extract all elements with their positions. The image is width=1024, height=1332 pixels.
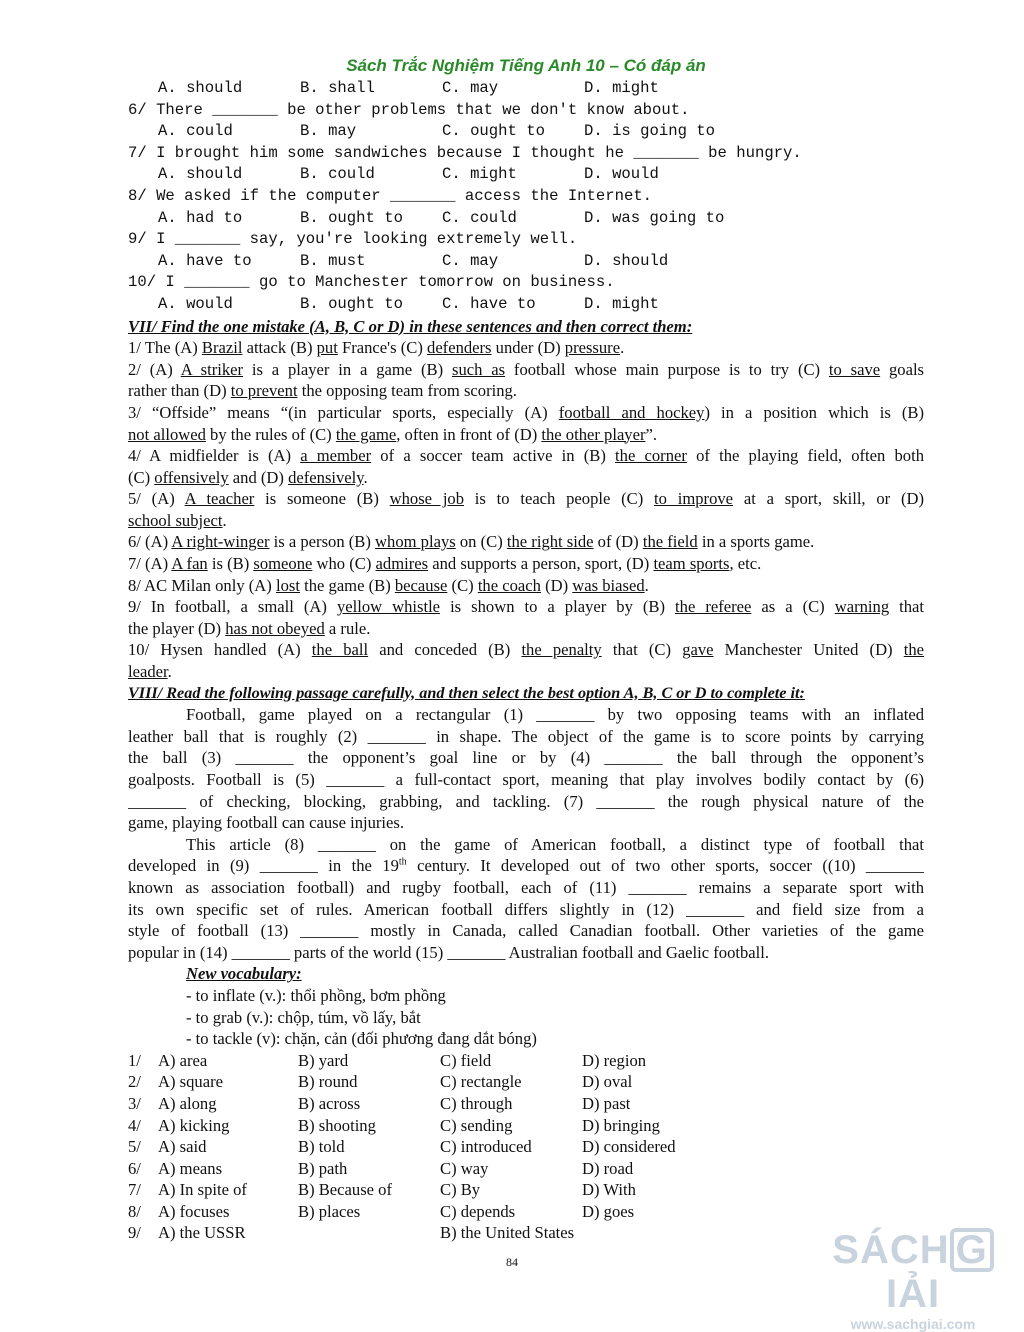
q8-options <box>128 208 924 230</box>
section7-line <box>128 337 924 359</box>
section7-line <box>128 424 924 446</box>
watermark-brand-g: G <box>950 1228 994 1272</box>
q9-options <box>128 251 924 273</box>
sentence-text: by the rules of (C) <box>205 424 336 444</box>
answer-b: B) yard <box>298 1050 349 1070</box>
sentence-text: and supports a person, sport, (D) <box>428 554 654 574</box>
passage-line: style of football (13) _______ mostly in Canada, called Canadian football. Other varieties of the game <box>128 921 924 941</box>
option-b: B. must <box>300 251 366 270</box>
underlined-option: has not obeyed <box>225 618 325 638</box>
sentence-text: . <box>644 575 649 595</box>
underlined-option: lost <box>275 575 300 595</box>
section7-title: VII/ Find the one mistake (A, B, C or D) in these sentences and then correct them: <box>128 316 693 336</box>
underlined-option: gave <box>682 640 714 660</box>
underlined-option: whom plays <box>375 532 456 552</box>
sentence-text: and conceded (B) <box>368 640 522 660</box>
answer-options <box>128 1050 924 1223</box>
underlined-option: team sports <box>653 554 730 574</box>
sentence-text: 10/ Hysen handled (A) <box>128 640 312 660</box>
answer-a: A) focuses <box>158 1201 230 1221</box>
passage-paragraph-2-line-1: This article (8) _______ on the game of American football, a distinct type of football that <box>186 834 924 854</box>
answer-a: A) the USSR <box>158 1223 246 1243</box>
passage-paragraph-2-line-2 <box>128 855 924 877</box>
answer-d: D) considered <box>582 1137 676 1157</box>
underlined-option: A right-winger <box>171 532 270 552</box>
watermark-brand-left: SÁCH <box>832 1228 950 1272</box>
page-header: Sách Trắc Nghiệm Tiếng Anh 10 – Có đáp án <box>346 56 706 75</box>
sentence-text: who (C) <box>312 554 376 574</box>
watermark-url: www.sachgiai.com <box>850 1316 976 1332</box>
answer-b: B) places <box>298 1201 361 1221</box>
sentence-text: 9/ In football, a small (A) <box>128 597 337 617</box>
answer-row <box>128 1136 924 1158</box>
answer-row-9 <box>128 1222 924 1244</box>
passage-line: goalposts. Football is (5) _______ a full-contact sport, meaning that play involves bodily contact by (6) <box>128 770 924 789</box>
underlined-option: to prevent <box>230 381 298 401</box>
answer-b: B) Because of <box>298 1180 392 1200</box>
sentence-text: (C) <box>447 575 478 595</box>
sentence-text: in a sports game. <box>697 532 815 552</box>
sentence-text: 2/ (A) <box>128 359 181 379</box>
sentence-text: . <box>363 467 368 487</box>
underlined-option: put <box>316 338 338 358</box>
option-d: D. is going to <box>584 122 716 141</box>
underlined-option: the coach <box>477 575 541 595</box>
answer-c: C) rectangle <box>440 1072 522 1092</box>
answer-row <box>128 1115 924 1137</box>
q10-options <box>128 294 924 316</box>
underlined-option: a member <box>300 446 372 466</box>
passage-line: _______ of checking, blocking, grabbing, and tackling. (7) _______ the rough physical nature of the <box>128 791 924 811</box>
answer-b: B) round <box>298 1072 358 1092</box>
vocab-title: New vocabulary: <box>186 964 302 984</box>
answer-b: B) path <box>298 1158 348 1178</box>
underlined-option: the <box>903 640 924 660</box>
option-d: D. would <box>584 165 659 184</box>
sentence-text: goals <box>880 359 924 379</box>
underlined-option: defenders <box>427 338 492 358</box>
answer-d: D) With <box>582 1180 636 1200</box>
answer-number: 4/ <box>128 1115 141 1135</box>
option-b: B. may <box>300 122 357 141</box>
sentence-text: is to teach people (C) <box>464 489 655 509</box>
answer-row <box>128 1158 924 1180</box>
option-a: A. should <box>158 79 243 97</box>
sentence-text: and (D) <box>228 467 289 487</box>
answer-d: D) region <box>582 1050 647 1070</box>
answer-a: A) means <box>158 1158 223 1178</box>
sentence-text: is someone (B) <box>254 489 390 509</box>
underlined-option: Brazil <box>201 338 243 358</box>
answer-number: 2/ <box>128 1072 141 1092</box>
q6-options <box>128 121 924 143</box>
passage-line: known as association football) and rugby football, each of (11) _______ remains a separate sport with <box>128 877 924 897</box>
passage-paragraph-2-rest <box>128 877 924 963</box>
option-c: C. ought to <box>442 122 545 141</box>
sentence-text: . <box>222 510 227 530</box>
option-b: B. ought to <box>300 208 403 227</box>
sentence-text: 4/ A midfielder is (A) <box>128 446 301 466</box>
underlined-option: the other player <box>541 424 646 444</box>
underlined-option: not allowed <box>128 424 206 444</box>
option-a: A. would <box>158 294 233 313</box>
underlined-option: school subject <box>128 510 223 530</box>
answer-number: 8/ <box>128 1201 141 1221</box>
sentence-text: is a player in a game (B) <box>243 359 452 379</box>
p2-superscript: th <box>398 856 407 868</box>
sentence-text: Manchester United (D) <box>713 640 904 660</box>
q8-text: 8/ We asked if the computer _______ access the Internet. <box>128 186 653 205</box>
vocab-item: - to inflate (v.): thổi phồng, bơm phồng <box>186 985 446 1005</box>
sentence-text: at a sport, skill, or (D) <box>733 489 924 509</box>
underlined-option: A teacher <box>184 489 255 509</box>
sentence-text: the game (B) <box>299 575 395 595</box>
sentence-text: of (D) <box>593 532 643 552</box>
sentence-text: attack (B) <box>242 338 317 358</box>
underlined-option: the corner <box>615 446 687 466</box>
passage-line: popular in (14) _______ parts of the world (15) _______ Australian football and Gaelic football. <box>128 942 770 962</box>
sentence-text: 1/ The (A) <box>128 338 202 358</box>
section7-sentences <box>128 337 924 683</box>
answer-d: D) bringing <box>582 1115 660 1135</box>
sentence-text: is (B) <box>207 554 254 574</box>
answer-number: 3/ <box>128 1093 141 1113</box>
underlined-option: defensively <box>288 467 364 487</box>
answer-c: C) By <box>440 1180 481 1200</box>
answer-d: D) goes <box>582 1201 635 1221</box>
underlined-option: someone <box>253 554 313 574</box>
answer-number: 6/ <box>128 1158 141 1178</box>
q5-options <box>128 78 924 100</box>
vocab-list <box>128 985 924 1050</box>
underlined-option: the penalty <box>521 640 602 660</box>
sentence-text: under (D) <box>491 338 565 358</box>
answer-row <box>128 1050 924 1072</box>
option-d: D. should <box>584 251 669 270</box>
underlined-option: the ball <box>311 640 369 660</box>
p2-line2-a: developed in (9) _______ in the 19 <box>128 856 399 876</box>
option-d: D. was going to <box>584 208 725 227</box>
underlined-option: to save <box>828 359 881 379</box>
passage-line: Football, game played on a rectangular (1) _______ by two opposing teams with an inflated <box>186 705 924 725</box>
answer-row <box>128 1201 924 1223</box>
sentence-text: the opposing team from scoring. <box>297 381 517 401</box>
answer-b: B) shooting <box>298 1115 376 1135</box>
underlined-option: was biased <box>572 575 645 595</box>
answer-row <box>128 1179 924 1201</box>
underlined-option: the field <box>642 532 698 552</box>
p2-line2-b: century. It developed out of two other sports, soccer ((10) _______ <box>406 856 924 876</box>
section7-line <box>128 575 924 597</box>
sentence-text: as a (C) <box>751 597 835 617</box>
sentence-text: of the playing field, often both <box>686 446 924 466</box>
option-d: D. might <box>584 79 659 97</box>
sentence-text: 6/ (A) <box>128 532 172 552</box>
option-c: C. may <box>442 251 499 270</box>
answer-a: A) kicking <box>158 1115 230 1135</box>
underlined-option: offensively <box>154 467 229 487</box>
section7-line <box>128 596 924 618</box>
option-b: B. ought to <box>300 294 403 313</box>
answer-row <box>128 1071 924 1093</box>
underlined-option: the game <box>335 424 397 444</box>
sentence-text: 3/ “Offside” means “(in particular sports, especially (A) <box>128 402 559 422</box>
option-d: D. might <box>584 294 659 313</box>
sentence-text: France's (C) <box>337 338 428 358</box>
answer-c: C) introduced <box>440 1137 532 1157</box>
sentence-text: 7/ (A) <box>128 554 172 574</box>
answer-c: C) field <box>440 1050 492 1070</box>
sentence-text: on (C) <box>455 532 507 552</box>
answer-a: A) said <box>158 1137 207 1157</box>
underlined-option: admires <box>375 554 429 574</box>
vocab-item: - to grab (v.): chộp, túm, vồ lấy, bắt <box>186 1007 421 1027</box>
vocab-item: - to tackle (v): chặn, cản (đối phương đang dắt bóng) <box>186 1029 537 1049</box>
watermark-brand-right: IẢI <box>885 1272 941 1316</box>
page-content <box>128 78 924 1244</box>
sentence-text: football whose main purpose is to try (C) <box>505 359 829 379</box>
section7-line <box>128 510 924 532</box>
passage-paragraph-1 <box>128 704 924 834</box>
watermark-logo <box>808 1228 1018 1332</box>
section8-title: VIII/ Read the following passage carefully, and then select the best option A, B, C or D to complete it: <box>128 683 805 702</box>
answer-a: A) along <box>158 1093 217 1113</box>
q7-options <box>128 164 924 186</box>
underlined-option: football and hockey <box>558 402 705 422</box>
page-number: 84 <box>506 1255 518 1269</box>
option-b: B. shall <box>300 79 375 97</box>
sentence-text: of a soccer team active in (B) <box>371 446 616 466</box>
q10-text: 10/ I _______ go to Manchester tomorrow on business. <box>128 273 615 292</box>
section7-line <box>128 661 924 683</box>
answer-a: A) In spite of <box>158 1180 247 1200</box>
answer-row <box>128 1093 924 1115</box>
underlined-option: such as <box>451 359 506 379</box>
section7-line <box>128 467 924 489</box>
underlined-option: pressure <box>564 338 621 358</box>
underlined-option: leader <box>128 662 168 682</box>
q7-text: 7/ I brought him some sandwiches because I thought he _______ be hungry. <box>128 143 802 162</box>
q6-text: 6/ There _______ be other problems that we don't know about. <box>128 100 690 119</box>
sentence-text: ”. <box>645 424 658 444</box>
passage-line: leather ball that is roughly (2) _______ in shape. The object of the game is to score points by carrying <box>128 726 924 746</box>
section7-line <box>128 380 924 402</box>
answer-c: C) through <box>440 1093 513 1113</box>
answer-d: D) road <box>582 1158 634 1178</box>
section7-line <box>128 488 924 510</box>
sentence-text: . <box>167 662 172 682</box>
underlined-option: A striker <box>180 359 244 379</box>
underlined-option: yellow whistle <box>336 597 441 617</box>
underlined-option: whose job <box>389 489 465 509</box>
passage-line: its own specific set of rules. American football differs slightly in (12) _______ and field size from a <box>128 899 924 919</box>
passage-line: the ball (3) _______ the opponent’s goal line or by (4) _______ the ball through the opponent’s <box>128 748 924 768</box>
sentence-text: the player (D) <box>128 618 226 638</box>
answer-a: A) square <box>158 1072 223 1092</box>
answer-c: C) way <box>440 1158 489 1178</box>
underlined-option: the referee <box>675 597 752 617</box>
answer-number: 1/ <box>128 1050 141 1070</box>
option-c: C. might <box>442 165 517 184</box>
answer-b: B) the United States <box>440 1223 575 1243</box>
answer-number: 5/ <box>128 1137 141 1157</box>
underlined-option: to improve <box>654 489 734 509</box>
underlined-option: warning <box>834 597 890 617</box>
answer-b: B) across <box>298 1093 361 1113</box>
sentence-text: that (C) <box>601 640 683 660</box>
answer-c: C) sending <box>440 1115 513 1135</box>
sentence-text: . <box>620 338 625 358</box>
sentence-text: , etc. <box>729 554 762 574</box>
section7-line <box>128 531 924 553</box>
sentence-text: 5/ (A) <box>128 489 185 509</box>
section7-line <box>128 618 924 640</box>
answer-number: 7/ <box>128 1180 141 1200</box>
section7-line <box>128 639 924 661</box>
section7-line <box>128 445 924 467</box>
answer-number: 9/ <box>128 1223 141 1243</box>
sentence-text: ) in a position which is (B) <box>704 402 924 422</box>
section7-line <box>128 553 924 575</box>
section7-line <box>128 359 924 381</box>
passage-line: game, playing football can cause injuries. <box>128 813 405 833</box>
sentence-text: is a person (B) <box>269 532 376 552</box>
option-c: C. have to <box>442 294 536 313</box>
answer-d: D) oval <box>582 1072 633 1092</box>
answer-c: C) depends <box>440 1201 516 1221</box>
option-c: C. may <box>442 79 499 97</box>
sentence-text: , often in front of (D) <box>396 424 542 444</box>
underlined-option: A fan <box>171 554 208 574</box>
sentence-text: (C) <box>128 467 155 487</box>
sentence-text: rather than (D) <box>128 381 231 401</box>
option-a: A. had to <box>158 208 243 227</box>
answer-d: D) past <box>582 1093 631 1113</box>
option-a: A. should <box>158 165 243 184</box>
underlined-option: the right side <box>506 532 594 552</box>
option-b: B. could <box>300 165 375 184</box>
sentence-text: 8/ AC Milan only (A) <box>128 575 276 595</box>
answer-b: B) told <box>298 1137 345 1157</box>
q9-text: 9/ I _______ say, you're looking extremely well. <box>128 230 578 249</box>
answer-a: A) area <box>158 1050 208 1070</box>
underlined-option: because <box>394 575 448 595</box>
sentence-text: (D) <box>540 575 573 595</box>
option-a: A. could <box>158 122 233 141</box>
section7-line <box>128 402 924 424</box>
sentence-text: is shown to a player by (B) <box>440 597 676 617</box>
option-a: A. have to <box>158 251 252 270</box>
sentence-text: a rule. <box>324 618 371 638</box>
sentence-text: that <box>889 597 924 617</box>
option-c: C. could <box>442 208 517 227</box>
